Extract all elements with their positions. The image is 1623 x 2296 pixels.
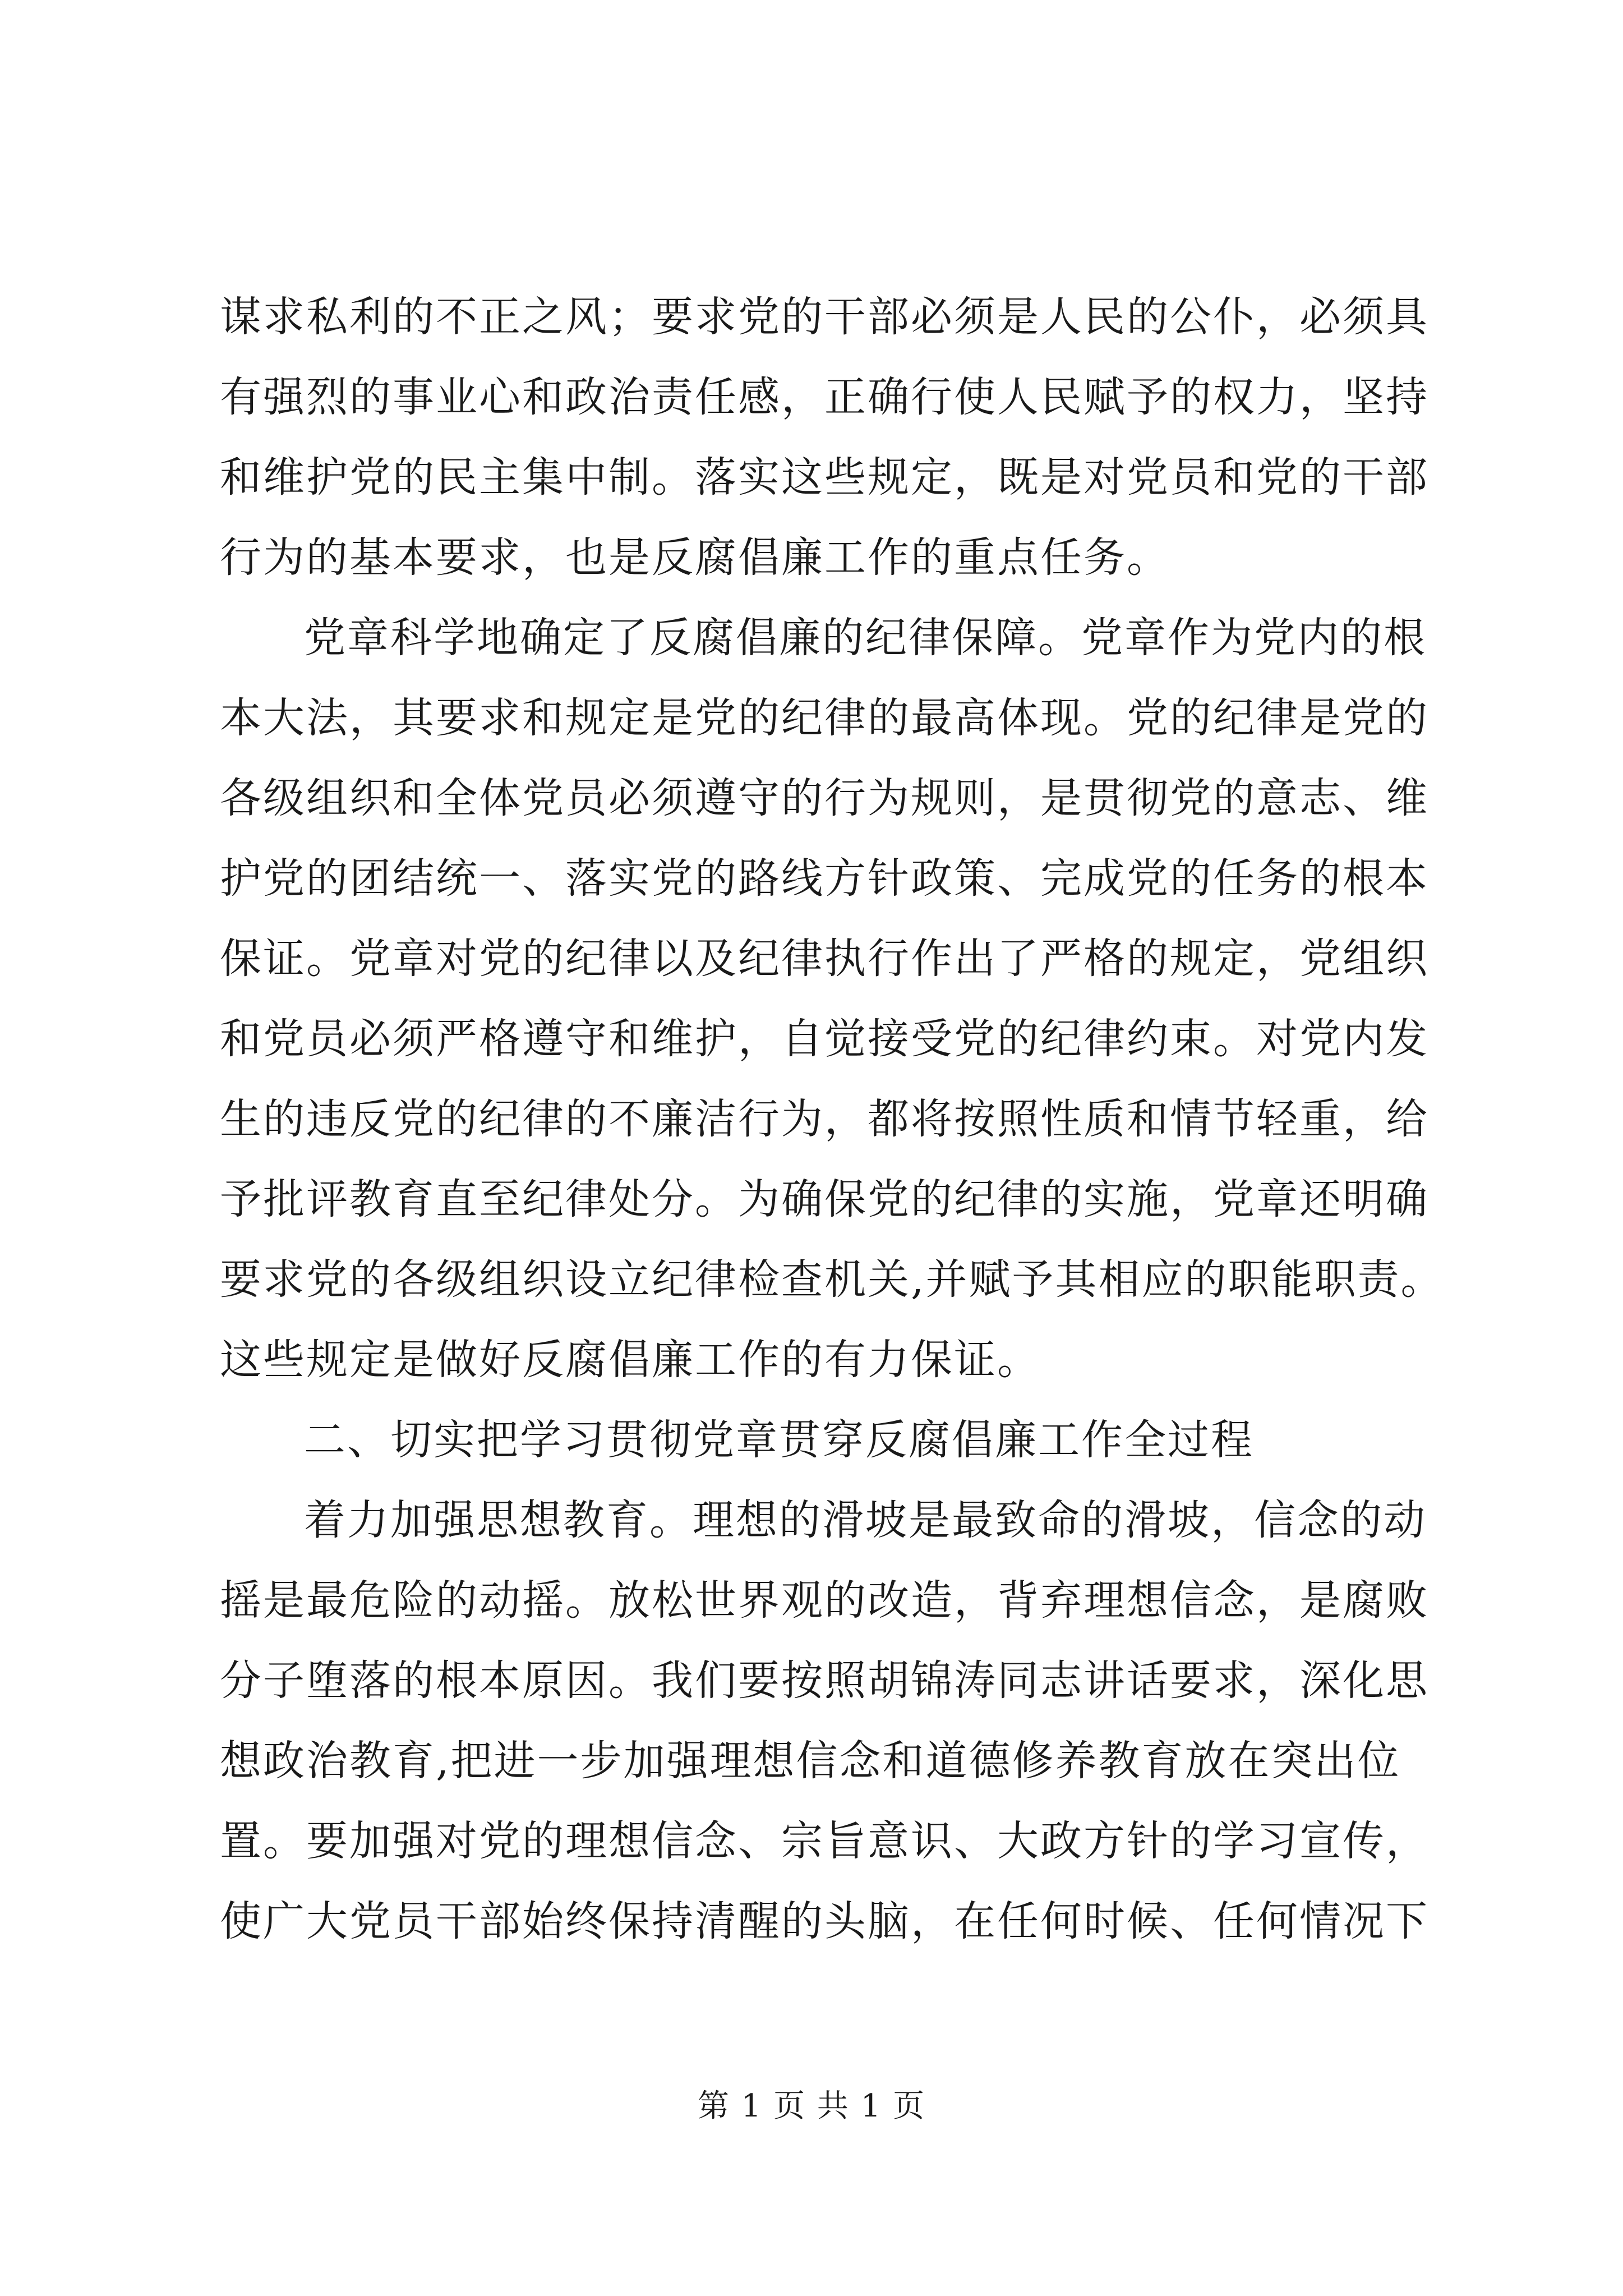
text-line: 要求党的各级组织设立纪律检查机关,并赋予其相应的职能职责。 <box>220 1255 1444 1304</box>
paragraph-first-line: 党章科学地确定了反腐倡廉的纪律保障。党章作为党内的根 <box>304 614 1427 662</box>
text-line: 予批评教育直至纪律处分。为确保党的纪律的实施，党章还明确 <box>220 1175 1429 1223</box>
text-line: 和党员必须严格遵守和维护，自觉接受党的纪律约束。对党内发 <box>220 1015 1429 1063</box>
text-line: 谋求私利的不正之风；要求党的干部必须是人民的公仆，必须具 <box>220 293 1429 341</box>
text-line: 护党的团结统一、落实党的路线方针政策、完成党的任务的根本 <box>220 854 1429 903</box>
text-line: 生的违反党的纪律的不廉洁行为，都将按照性质和情节轻重，给 <box>220 1095 1429 1143</box>
text-line: 置。要加强对党的理想信念、宗旨意识、大政方针的学习宣传， <box>220 1817 1429 1865</box>
paragraph-first-line: 着力加强思想教育。理想的滑坡是最致命的滑坡，信念的动 <box>304 1496 1427 1544</box>
text-line: 想政治教育,把进一步加强理想信念和道德修养教育放在突出位 <box>220 1737 1401 1785</box>
text-line: 行为的基本要求，也是反腐倡廉工作的重点任务。 <box>220 533 1170 582</box>
text-line: 各级组织和全体党员必须遵守的行为规则，是贯彻党的意志、维 <box>220 774 1429 822</box>
text-line: 有强烈的事业心和政治责任感，正确行使人民赋予的权力，坚持 <box>220 373 1429 421</box>
text-line: 和维护党的民主集中制。落实这些规定，既是对党员和党的干部 <box>220 453 1429 501</box>
page-footer: 第 1 页 共 1 页 <box>697 2088 926 2124</box>
text-line: 保证。党章对党的纪律以及纪律执行作出了严格的规定，党组织 <box>220 935 1429 983</box>
text-line: 使广大党员干部始终保持清醒的头脑，在任何时候、任何情况下 <box>220 1897 1429 1945</box>
text-line: 摇是最危险的动摇。放松世界观的改造，背弃理想信念，是腐败 <box>220 1576 1429 1625</box>
text-line: 本大法，其要求和规定是党的纪律的最高体现。党的纪律是党的 <box>220 694 1429 742</box>
text-line: 这些规定是做好反腐倡廉工作的有力保证。 <box>220 1336 1040 1384</box>
text-line: 分子堕落的根本原因。我们要按照胡锦涛同志讲话要求，深化思 <box>220 1657 1429 1705</box>
section-heading: 二、切实把学习贯彻党章贯穿反腐倡廉工作全过程 <box>304 1416 1254 1464</box>
